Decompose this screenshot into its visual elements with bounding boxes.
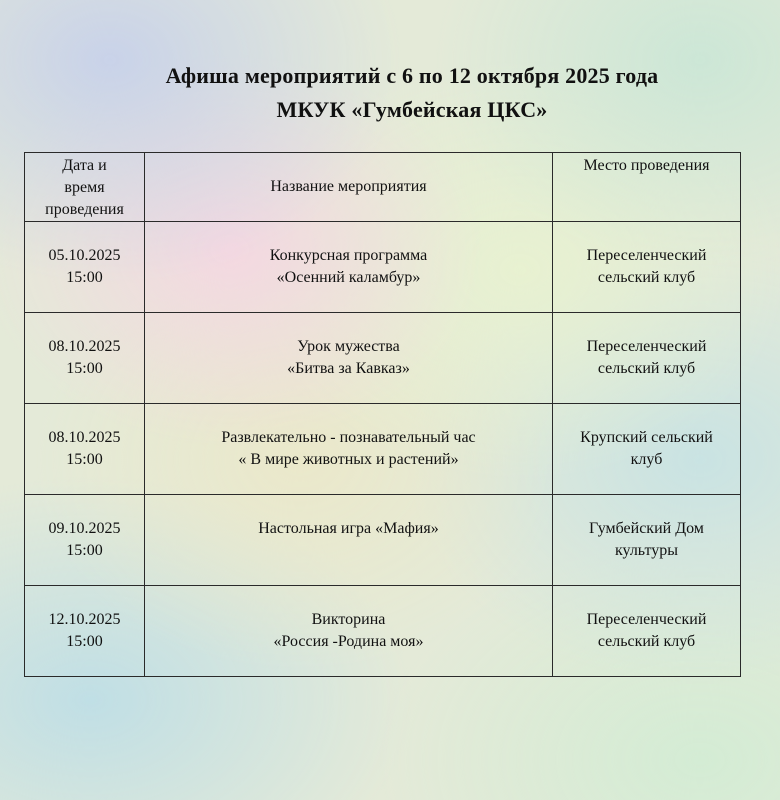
table-row (25, 404, 741, 495)
event-name-line: «Осенний каламбур» (276, 269, 421, 286)
event-place-cell (553, 586, 741, 677)
page-title: Афиша мероприятий с 6 по 12 октября 2025 года (165, 63, 659, 88)
event-place-line: сельский клуб (597, 269, 696, 286)
event-name-line: Урок мужества (297, 338, 400, 355)
event-place-line: сельский клуб (597, 360, 696, 377)
column-header-name: Название мероприятия (145, 153, 553, 222)
event-date-cell (25, 404, 145, 495)
event-date: 09.10.2025 (48, 520, 121, 537)
event-place-cell (553, 495, 741, 586)
event-place-line: Переселенческий (586, 611, 707, 628)
event-place-cell (553, 404, 741, 495)
event-name-line: Конкурсная программа (269, 247, 428, 264)
table-row (25, 313, 741, 404)
event-date: 08.10.2025 (48, 338, 121, 355)
table-header-row (25, 153, 741, 222)
table-row (25, 586, 741, 677)
event-place-line: Крупский сельский (580, 429, 713, 446)
event-name-line: « В мире животных и растений» (238, 451, 459, 468)
event-place-cell (553, 222, 741, 313)
event-place-line: культуры (614, 542, 679, 559)
event-date-cell (25, 313, 145, 404)
page-subtitle: МКУК «Гумбейская ЦКС» (276, 97, 548, 122)
events-table (24, 152, 741, 677)
event-place-line: сельский клуб (597, 633, 696, 650)
event-time: 15:00 (66, 633, 103, 650)
event-time: 15:00 (66, 542, 103, 559)
event-place-line: клуб (630, 451, 663, 468)
table-row (25, 495, 741, 586)
event-date-cell (25, 586, 145, 677)
event-date: 12.10.2025 (48, 611, 121, 628)
event-name-line: «Битва за Кавказ» (287, 360, 410, 377)
event-name-cell (145, 313, 553, 404)
event-name-line: Настольная игра «Мафия» (258, 520, 439, 537)
event-place-line: Переселенческий (586, 247, 707, 264)
event-place-cell (553, 313, 741, 404)
event-name-cell (145, 586, 553, 677)
event-place-line: Переселенческий (586, 338, 707, 355)
event-time: 15:00 (66, 269, 103, 286)
event-date-cell (25, 222, 145, 313)
event-time: 15:00 (66, 451, 103, 468)
table-row (25, 222, 741, 313)
event-name-cell (145, 222, 553, 313)
event-time: 15:00 (66, 360, 103, 377)
event-date: 05.10.2025 (48, 247, 121, 264)
event-name-line: «Россия -Родина моя» (273, 633, 424, 650)
event-name-cell (145, 495, 553, 586)
column-header-date: Дата и время проведения (25, 153, 145, 222)
event-date: 08.10.2025 (48, 429, 121, 446)
event-name-line: Викторина (311, 611, 386, 628)
event-name-line: Развлекательно - познавательный час (221, 429, 476, 446)
column-header-place: Место проведения (553, 153, 741, 222)
event-date-cell (25, 495, 145, 586)
event-name-cell (145, 404, 553, 495)
event-place-line: Гумбейский Дом (589, 520, 704, 537)
